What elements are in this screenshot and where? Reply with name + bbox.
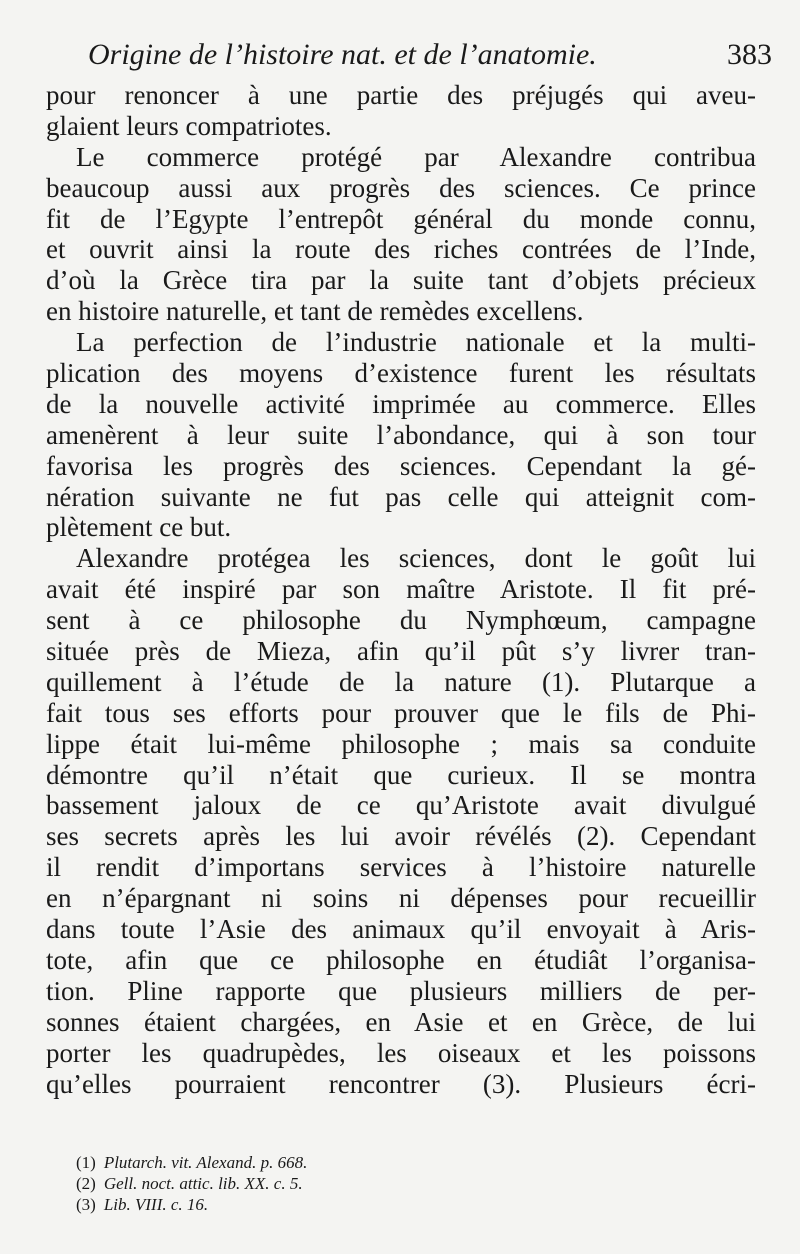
text-line: plètement ce but.: [46, 512, 232, 543]
text-line: qu’elles pourraient rencontrer (3). Plusieurs écri-: [46, 1068, 756, 1099]
text-line: pour renoncer à une partie des préjugés qui aveu-: [46, 80, 756, 110]
page-number: 383: [727, 38, 772, 71]
text-line: lippe était lui-même philosophe ; mais sa conduite: [46, 728, 756, 759]
footnote-text: Lib. VIII. c. 16.: [103, 1195, 209, 1214]
text-line: amenèrent à leur suite l’abondance, qui à son tour: [46, 419, 756, 450]
footnote-number: (3): [76, 1195, 96, 1214]
running-head: [88, 34, 772, 76]
text-line: Le commerce protégé par Alexandre contribua: [76, 141, 756, 172]
text-line: démontre qu’il n’était que curieux. Il se montra: [46, 759, 756, 790]
text-line: et ouvrit ainsi la route des riches contrées de l’Inde,: [46, 234, 756, 265]
text-line: nération suivante ne fut pas celle qui atteignit com-: [46, 481, 756, 512]
text-line: favorisa les progrès des sciences. Cependant la gé-: [46, 450, 756, 481]
footnote: [76, 1173, 576, 1194]
footnote-text: Plutarch. vit. Alexand. p. 668.: [103, 1153, 308, 1172]
text-line: située près de Mieza, afin qu’il pût s’y livrer tran-: [46, 636, 756, 667]
text-line: bassement jaloux de ce qu’Aristote avait divulgué: [46, 790, 756, 821]
footnote-number: (2): [76, 1174, 96, 1193]
text-line: en n’épargnant ni soins ni dépenses pour recueillir: [46, 883, 756, 914]
footnote: [76, 1194, 576, 1215]
footnote-text: Gell. noct. attic. lib. XX. c. 5.: [103, 1174, 303, 1193]
text-line: plication des moyens d’existence furent les résultats: [46, 358, 756, 389]
text-line: ses secrets après les lui avoir révélés (2). Cependant: [46, 821, 756, 852]
text-line: sent à ce philosophe du Nymphœum, campagne: [46, 605, 756, 636]
body-text: [46, 80, 756, 1099]
footnote-number: (1): [76, 1153, 96, 1172]
text-line: tion. Pline rapporte que plusieurs milliers de per-: [46, 975, 756, 1006]
text-line: fit de l’Egypte l’entrepôt général du monde connu,: [46, 203, 756, 234]
text-line: en histoire naturelle, et tant de remèdes excellens.: [46, 296, 584, 327]
text-line: porter les quadrupèdes, les oiseaux et les poissons: [46, 1037, 756, 1068]
text-line: Alexandre protégea les sciences, dont le goût lui: [76, 543, 756, 574]
footnote: [76, 1152, 576, 1173]
text-line: beaucoup aussi aux progrès des sciences. Ce prince: [46, 172, 756, 203]
text-line: glaient leurs compatriotes.: [46, 110, 332, 141]
text-line: de la nouvelle activité imprimée au commerce. Elles: [46, 388, 756, 419]
text-line: quillement à l’étude de la nature (1). Plutarque a: [46, 666, 756, 697]
text-line: avait été inspiré par son maître Aristote. Il fit pré-: [46, 574, 756, 605]
text-line: dans toute l’Asie des animaux qu’il envoyait à Aris-: [46, 914, 756, 945]
text-line: sonnes étaient chargées, en Asie et en Grèce, de lui: [46, 1006, 756, 1037]
text-line: d’où la Grèce tira par la suite tant d’objets précieux: [46, 265, 756, 296]
text-line: fait tous ses efforts pour prouver que le fils de Phi-: [46, 697, 756, 728]
footnotes: [76, 1152, 576, 1215]
text-line: La perfection de l’industrie nationale et la multi-: [76, 327, 756, 358]
text-line: tote, afin que ce philosophe en étudiât l’organisa-: [46, 944, 756, 975]
text-line: il rendit d’importans services à l’histoire naturelle: [46, 852, 756, 883]
running-title: Origine de l’histoire nat. et de l’anatomie.: [88, 38, 597, 71]
